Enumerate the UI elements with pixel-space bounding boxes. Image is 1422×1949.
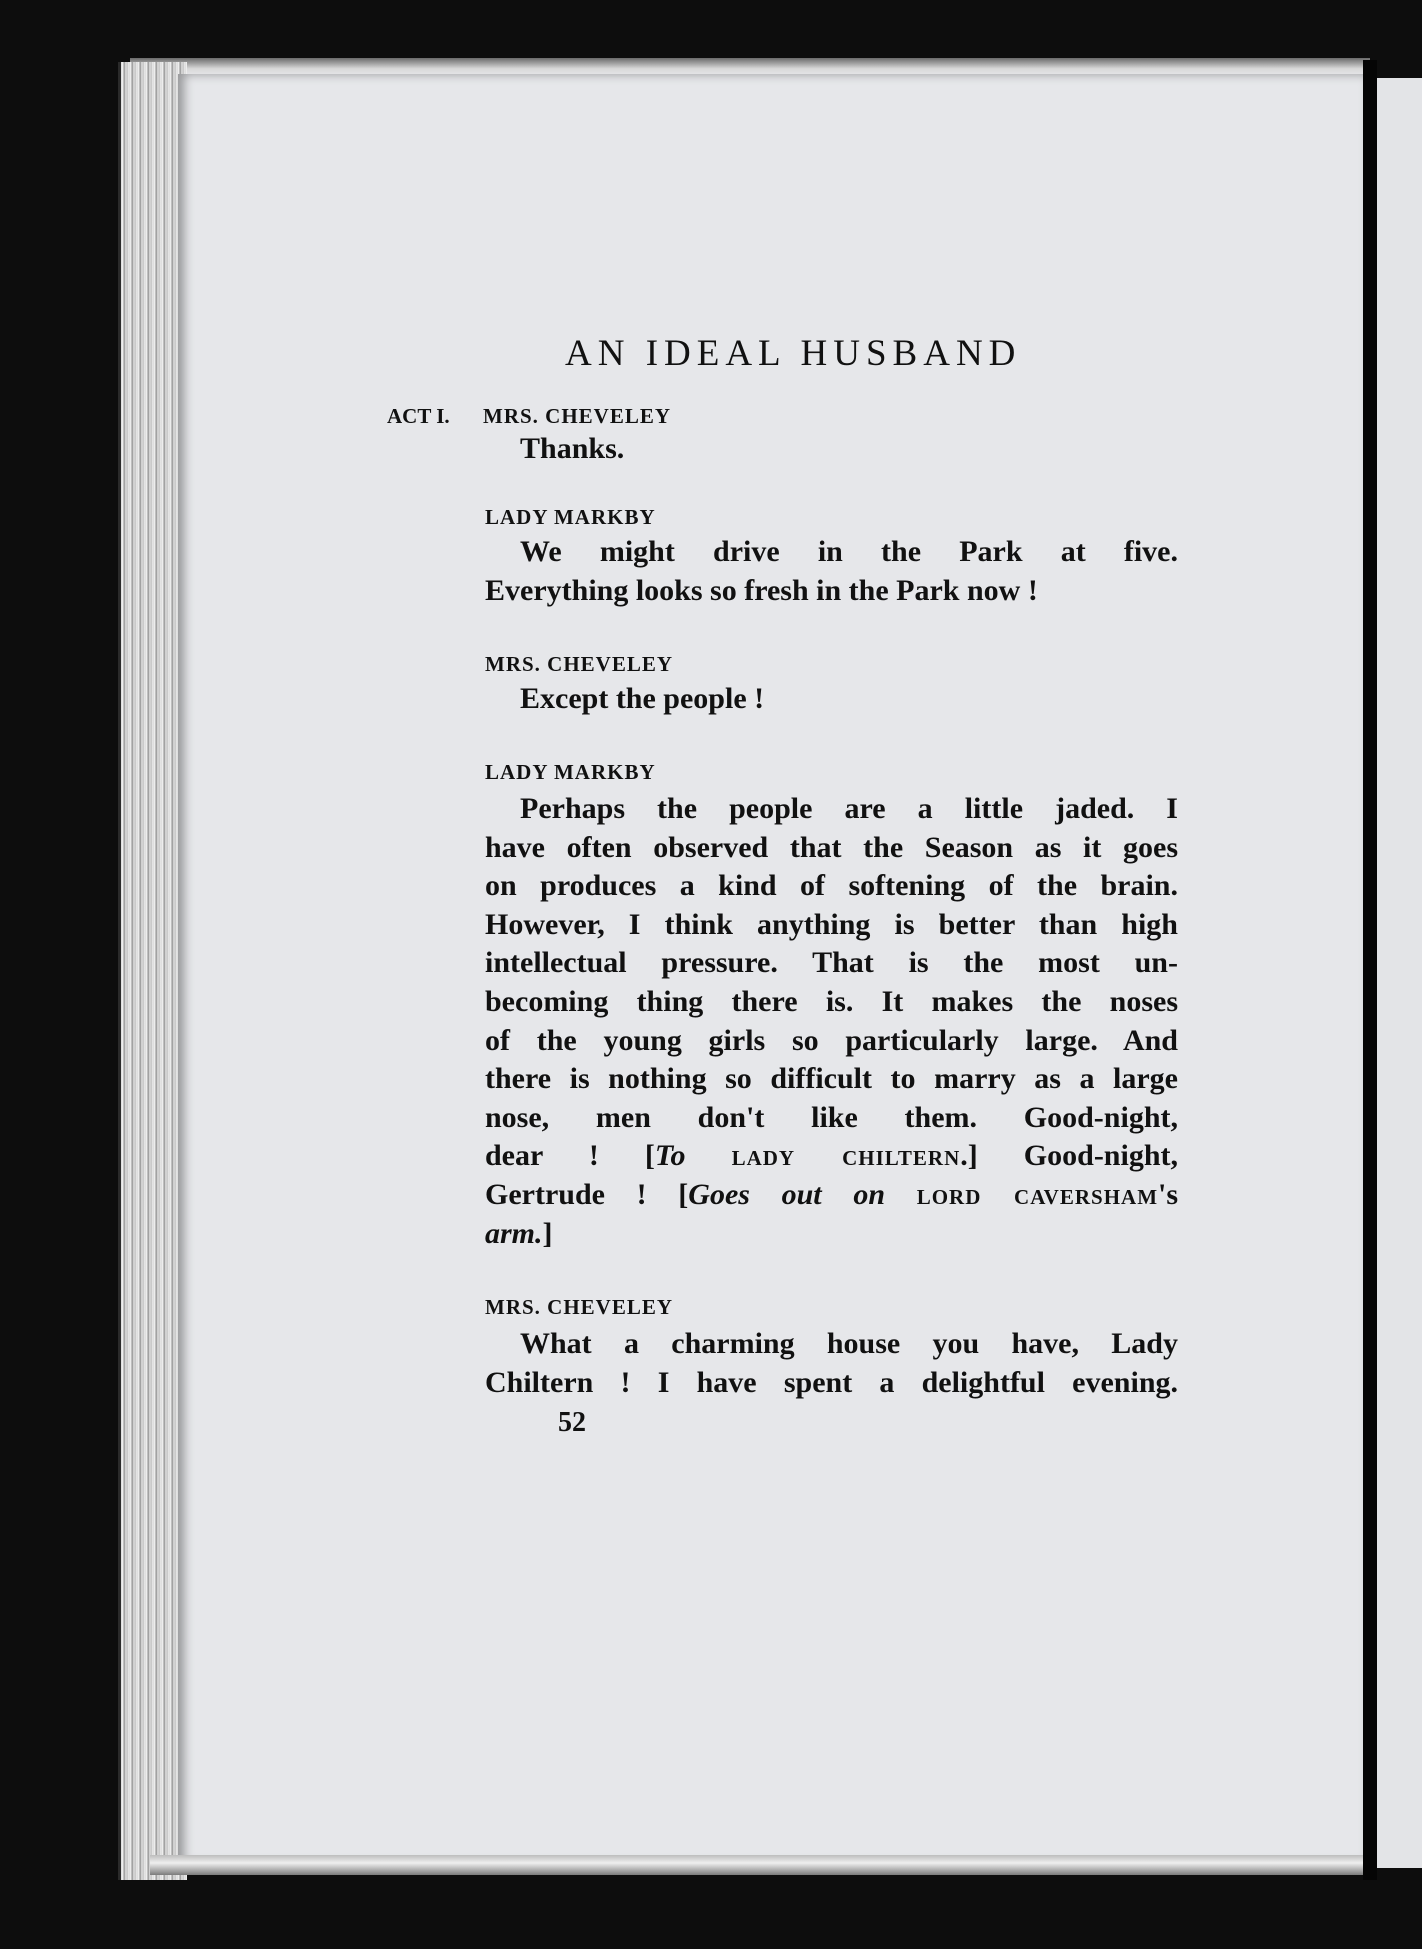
speech-text: .] Good-night, [960,1139,1178,1173]
speech-block [485,790,1178,1253]
speaker-name: LADY MARKBY [485,760,656,784]
right-page-sliver [1377,78,1422,1868]
speaker-name: MRS. CHEVELEY [485,652,674,676]
page-stack-edges [118,62,187,1880]
speech-text: Gertrude ! [ [485,1177,689,1211]
speech-line: Except the people ! [520,682,765,715]
character-ref: lady chiltern [731,1139,961,1173]
running-head: AN IDEAL HUSBAND [565,333,1022,374]
stage-direction: To [654,1139,686,1173]
speech-line [485,1215,1178,1254]
speech-line: on produces a kind of softening of the brain. [485,869,1178,903]
stage-direction: Goes out on [688,1177,886,1211]
book-gutter [1363,60,1377,1880]
character-ref: lord caversham [916,1177,1159,1211]
speech-line: Perhaps the people are a little jaded. I [520,792,1178,825]
speaker-name: LADY MARKBY [485,505,656,529]
speech-block [485,533,1178,610]
speech-line: becoming thing there is. It makes the noses [485,984,1178,1018]
speech-line: Chiltern ! I have spent a delightful evening. [485,1365,1178,1399]
speech-line: have often observed that the Season as it goes [485,830,1178,864]
speech-line: Everything looks so fresh in the Park now ! [485,573,1038,607]
speech-line: of the young girls so particularly large. And [485,1023,1178,1057]
speech-line: there is nothing so difficult to marry as a large [485,1062,1178,1096]
speech-text: dear ! [ [485,1139,655,1173]
speaker-name: MRS. CHEVELEY [485,1295,674,1319]
speech-line: However, I think anything is better than high [485,907,1178,941]
speech-line: intellectual pressure. That is the most un- [485,946,1178,980]
speech-block [485,430,1178,469]
speech-block [485,680,1178,719]
speech-line [485,1137,1178,1176]
speaker-name: MRS. CHEVELEY [483,404,672,428]
speech-line: nose, men don't like them. Good-night, [485,1100,1178,1134]
speech-line [485,1176,1178,1215]
page-bottom-edge [150,1855,1370,1875]
speech-line: Thanks. [520,432,625,465]
speech-block [485,1325,1178,1402]
speech-line: What a charming house you have, Lady [520,1327,1178,1360]
stage-direction: arm. [485,1216,543,1250]
speech-text: ] [542,1216,553,1250]
act-label: ACT I. [387,404,450,428]
speech-line: We might drive in the Park at five. [520,535,1178,568]
speech-text: 's [1158,1177,1179,1211]
page-number: 52 [558,1407,586,1438]
